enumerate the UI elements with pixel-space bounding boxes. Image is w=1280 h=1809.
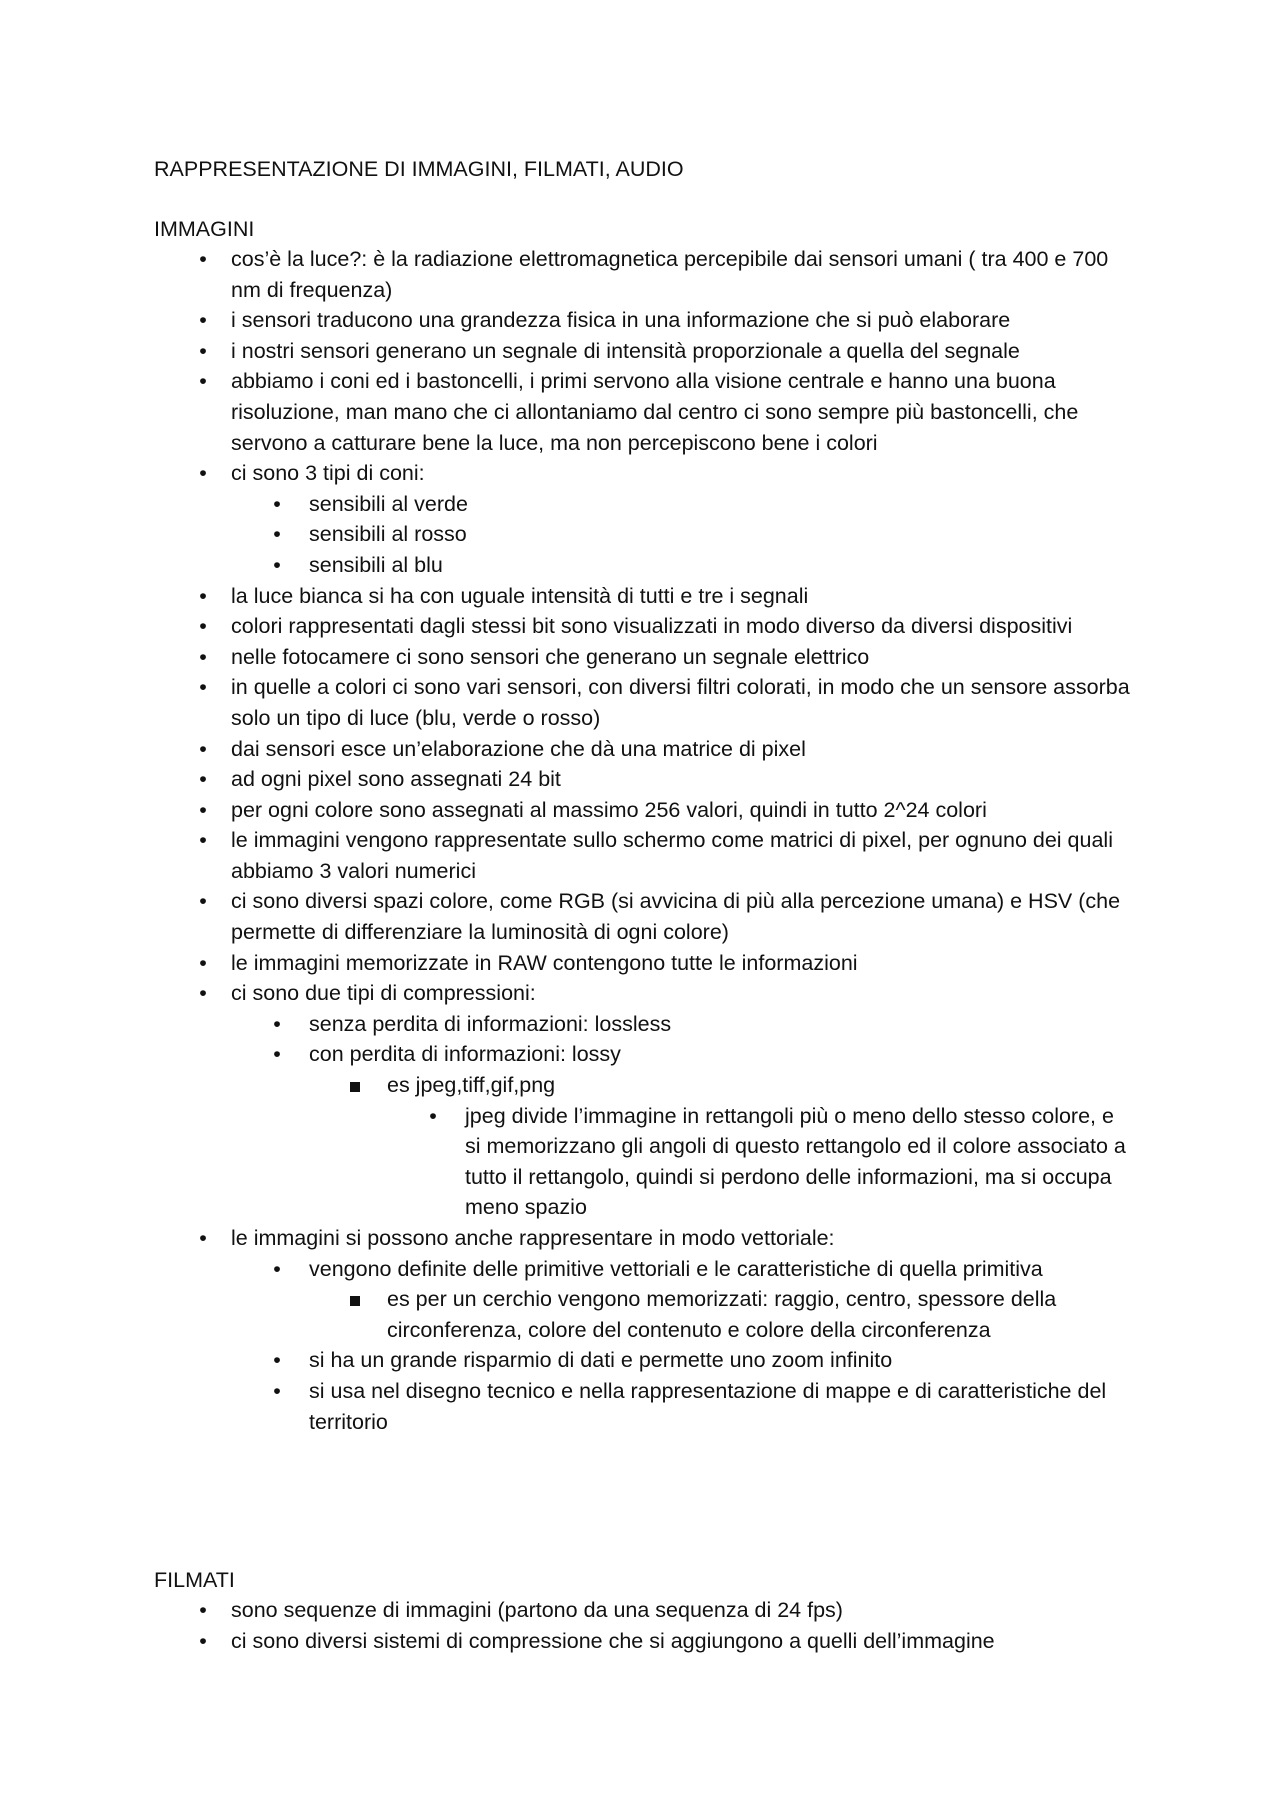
- bullet-icon: •: [273, 1378, 281, 1403]
- list-item: • ad ogni pixel sono assegnati 24 bit: [231, 764, 1131, 795]
- bullet-icon: •: [199, 736, 207, 761]
- list-item: • dai sensori esce un’elaborazione che dà una matrice di pixel: [231, 734, 1131, 765]
- list-item: • si ha un grande risparmio di dati e permette uno zoom infinito: [309, 1345, 1131, 1376]
- list-item: • vengono definite delle primitive vettoriali e le caratteristiche di quella primitiva es per un cerchio vengono memorizzati: raggio, centro, spessore della circonferenza, colore del contenuto e colore della circonferenza: [309, 1254, 1131, 1346]
- list-item: • senza perdita di informazioni: lossless: [309, 1009, 1131, 1040]
- list-item: • ci sono diversi sistemi di compressione che si aggiungono a quelli dell’immagine: [231, 1626, 1131, 1657]
- list-item: • con perdita di informazioni: lossy es jpeg,tiff,gif,png • jpeg divide l’immagine in rettangoli più o meno dello stesso colore, e si memorizzano gli angoli di questo rettangolo ed il colore associato a tutto il rettangolo, quindi si perdono delle informazioni, ma si occupa meno spazio: [309, 1039, 1131, 1223]
- bullet-icon: •: [199, 1598, 207, 1622]
- bullet-icon: •: [199, 1628, 207, 1653]
- bullet-icon: •: [429, 1103, 437, 1128]
- list-item: • nelle fotocamere ci sono sensori che generano un segnale elettrico: [231, 642, 1131, 673]
- square-bullet-icon: [347, 1070, 363, 1101]
- compressioni-list: [273, 1009, 1131, 1223]
- filmati-list: [199, 1595, 1131, 1656]
- jpeg-list: [429, 1101, 1131, 1223]
- immagini-list: [199, 244, 1131, 1437]
- lossy-list: [387, 1070, 1131, 1223]
- bullet-icon: •: [199, 644, 207, 669]
- list-item: • sensibili al rosso: [309, 519, 1131, 550]
- list-item: • in quelle a colori ci sono vari sensori, con diversi filtri colorati, in modo che un sensore assorba solo un tipo di luce (blu, verde o rosso): [231, 672, 1131, 733]
- cerchio-list: [387, 1284, 1131, 1345]
- list-item: • ci sono due tipi di compressioni: • senza perdita di informazioni: lossless • con perdita di informazioni: lossy es jpeg,tiff,gif,png • jpeg divide l’immagine in rettangoli più o meno dello stesso colore, e si memorizzano gli angoli di questo rettangolo ed il colore associato a tutto il rettangolo, quindi si perdono delle informazioni, ma si occupa meno spazio: [231, 978, 1131, 1223]
- bullet-icon: •: [199, 338, 207, 363]
- page-title: RAPPRESENTAZIONE DI IMMAGINI, FILMATI, AUDIO: [154, 157, 684, 181]
- list-item: • ci sono diversi spazi colore, come RGB (si avvicina di più alla percezione umana) e HSV (che permette di differenziare la luminosità di ogni colore): [231, 886, 1131, 947]
- bullet-icon: •: [273, 552, 281, 577]
- bullet-icon: •: [199, 950, 207, 975]
- bullet-icon: •: [199, 247, 207, 271]
- list-item: • ci sono 3 tipi di coni: • sensibili al verde • sensibili al rosso • sensibili al blu: [231, 458, 1131, 580]
- list-item: • per ogni colore sono assegnati al massimo 256 valori, quindi in tutto 2^24 colori: [231, 795, 1131, 826]
- bullet-icon: •: [199, 981, 207, 1006]
- bullet-icon: •: [273, 1256, 281, 1281]
- vettoriale-list: [273, 1254, 1131, 1438]
- list-item: • sensibili al blu: [309, 550, 1131, 581]
- list-item: • jpeg divide l’immagine in rettangoli più o meno dello stesso colore, e si memorizzano gli angoli di questo rettangolo ed il colore associato a tutto il rettangolo, quindi si perdono delle informazioni, ma si occupa meno spazio: [465, 1101, 1131, 1223]
- list-item: • abbiamo i coni ed i bastoncelli, i primi servono alla visione centrale e hanno una buona risoluzione, man mano che ci allontaniamo dal centro ci sono sempre più bastoncelli, che servono a catturare bene la luce, ma non percepiscono bene i colori: [231, 366, 1131, 458]
- section-heading-immagini: IMMAGINI: [154, 217, 255, 241]
- bullet-icon: •: [199, 889, 207, 914]
- bullet-icon: •: [199, 369, 207, 394]
- bullet-icon: •: [273, 1011, 281, 1036]
- bullet-icon: •: [199, 461, 207, 486]
- list-item: • la luce bianca si ha con uguale intensità di tutti e tre i segnali: [231, 581, 1131, 612]
- list-item: • le immagini memorizzate in RAW contengono tutte le informazioni: [231, 948, 1131, 979]
- square-bullet-icon: [347, 1284, 363, 1315]
- list-item: • si usa nel disegno tecnico e nella rappresentazione di mappe e di caratteristiche del territorio: [309, 1376, 1131, 1437]
- bullet-icon: •: [199, 308, 207, 333]
- list-item: • le immagini si possono anche rappresentare in modo vettoriale: • vengono definite delle primitive vettoriali e le caratteristiche di quella primitiva es per un cerchio vengono memorizzati: raggio, centro, spessore della circonferenza, colore del contenuto e colore della circonferenza • si ha un grande risparmio di dati e permette uno zoom infinito • si usa nel disegno tecnico e nella rappresentazione di mappe e di caratteristiche del territorio: [231, 1223, 1131, 1437]
- bullet-icon: •: [199, 1226, 207, 1250]
- bullet-icon: •: [199, 767, 207, 792]
- list-item: • sono sequenze di immagini (partono da una sequenza di 24 fps): [231, 1595, 1131, 1626]
- list-item: • i sensori traducono una grandezza fisica in una informazione che si può elaborare: [231, 305, 1131, 336]
- section-heading-filmati: FILMATI: [154, 1568, 235, 1592]
- bullet-icon: •: [273, 491, 281, 516]
- bullet-icon: •: [199, 583, 207, 608]
- bullet-icon: •: [199, 614, 207, 639]
- list-item: es jpeg,tiff,gif,png • jpeg divide l’immagine in rettangoli più o meno dello stesso colore, e si memorizzano gli angoli di questo rettangolo ed il colore associato a tutto il rettangolo, quindi si perdono delle informazioni, ma si occupa meno spazio: [387, 1070, 1131, 1223]
- bullet-icon: •: [273, 1348, 281, 1373]
- bullet-icon: •: [199, 675, 207, 700]
- bullet-icon: •: [273, 522, 281, 547]
- list-item: • le immagini vengono rappresentate sullo schermo come matrici di pixel, per ognuno dei quali abbiamo 3 valori numerici: [231, 825, 1131, 886]
- bullet-icon: •: [199, 828, 207, 853]
- list-item: • colori rappresentati dagli stessi bit sono visualizzati in modo diverso da diversi dispositivi: [231, 611, 1131, 642]
- list-item: • i nostri sensori generano un segnale di intensità proporzionale a quella del segnale: [231, 336, 1131, 367]
- list-item: es per un cerchio vengono memorizzati: raggio, centro, spessore della circonferenza, colore del contenuto e colore della circonferenza: [387, 1284, 1131, 1345]
- bullet-icon: •: [199, 797, 207, 822]
- bullet-icon: •: [273, 1042, 281, 1067]
- list-item: • sensibili al verde: [309, 489, 1131, 520]
- list-item: • cos’è la luce?: è la radiazione elettromagnetica percepibile dai sensori umani ( tra 400 e 700 nm di frequenza): [231, 244, 1131, 305]
